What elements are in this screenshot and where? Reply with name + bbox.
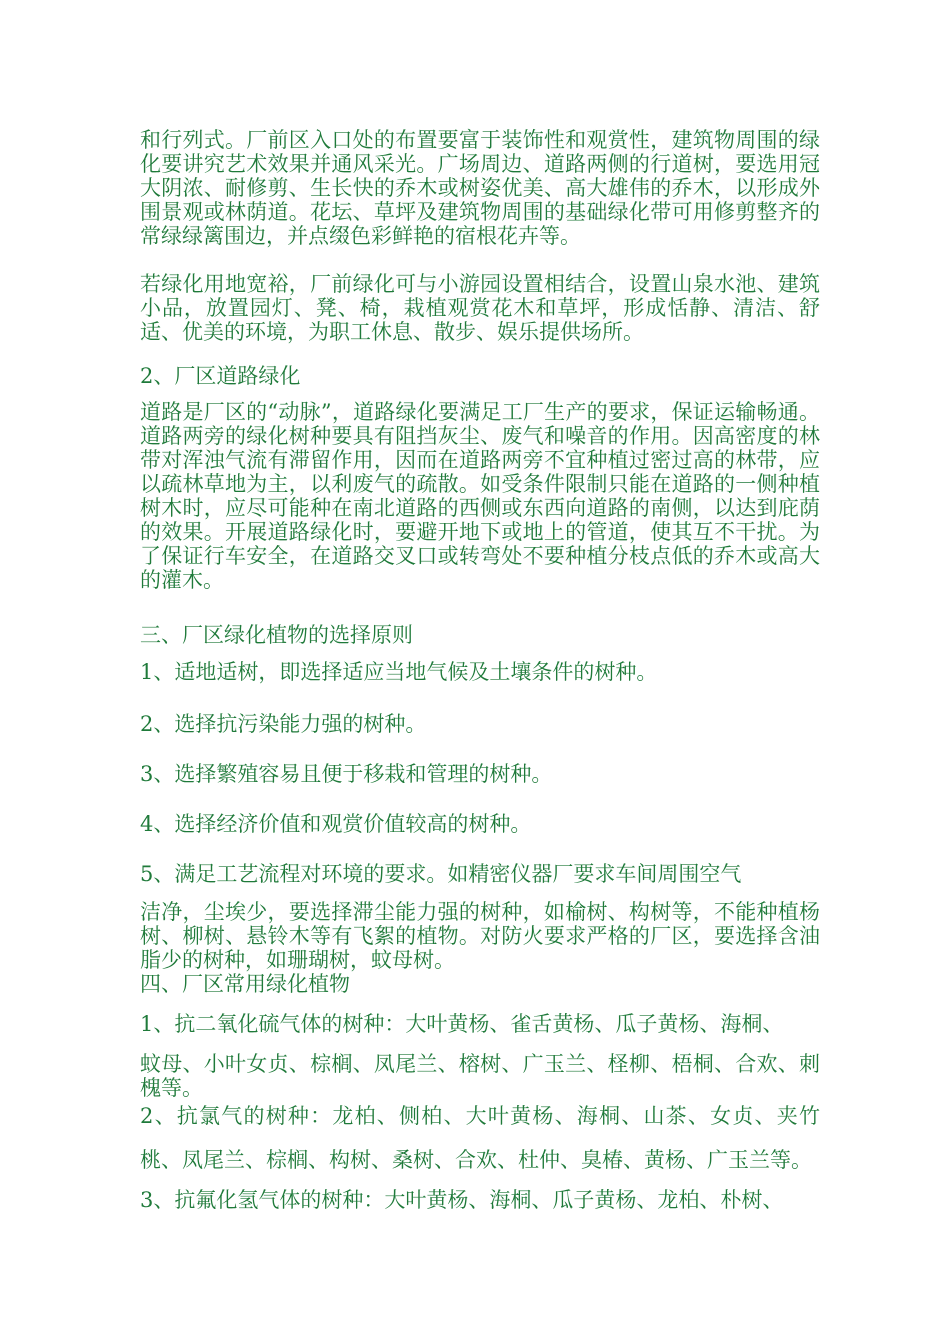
list-item-5-line1: 5、满足工艺流程对环境的要求。如精密仪器厂要求车间周围空气 (140, 862, 742, 886)
list-item-4: 4、选择经济价值和观赏价值较高的树种。 (140, 812, 532, 836)
paragraph-garden-combination: 若绿化用地宽裕，厂前绿化可与小游园设置相结合，设置山泉水池、建筑小品，放置园灯、凳、椅，栽植观赏花木和草坪，形成恬静、清洁、舒适、优美的环境，为职工休息、散步、娱乐提供场所。 (140, 272, 820, 344)
plant-list-1-rest: 蚊母、小叶女贞、棕榈、凤尾兰、榕树、广玉兰、柽柳、梧桐、合欢、刺槐等。 (140, 1052, 820, 1100)
paragraph-road-greening: 道路是厂区的“动脉”，道路绿化要满足工厂生产的要求，保证运输畅通。道路两旁的绿化树种要具有阻挡灰尘、废气和噪音的作用。因高密度的林带对浑浊气流有滞留作用，因而在道路两旁不宜种植过密过高的林带，应以疏林草地为主，以利废气的疏散。如受条件限制只能在道路的一侧种植树木时，应尽可能种在南北道路的西侧或东西向道路的南侧，以达到庇荫的效果。开展道路绿化时，要避开地下或地上的管道，使其互不干扰。为了保证行车安全，在道路交叉口或转弯处不要种植分枝点低的乔木或高大的灌木。 (140, 400, 820, 592)
list-item-1: 1、适地适树，即选择适应当地气候及土壤条件的树种。 (140, 660, 658, 684)
list-item-3: 3、选择繁殖容易且便于移栽和管理的树种。 (140, 762, 553, 786)
plant-list-3: 3、抗氟化氢气体的树种：大叶黄杨、海桐、瓜子黄杨、龙柏、朴树、 (140, 1188, 784, 1212)
heading-common-plants: 四、厂区常用绿化植物 (140, 972, 350, 996)
heading-selection-principles: 三、厂区绿化植物的选择原则 (140, 623, 413, 647)
plant-list-2: 2、抗氯气的树种：龙柏、侧柏、大叶黄杨、海桐、山茶、女贞、夹竹桃、凤尾兰、棕榈、构树、桑树、合欢、杜仲、臭椿、黄杨、广玉兰等。 (140, 1104, 820, 1172)
list-item-2: 2、选择抗污染能力强的树种。 (140, 712, 427, 736)
heading-road-greening: 2、厂区道路绿化 (140, 364, 301, 388)
list-item-5-rest: 洁净，尘埃少，要选择滞尘能力强的树种，如榆树、构树等，不能种植杨树、柳树、悬铃木等有飞絮的植物。对防火要求严格的厂区，要选择含油脂少的树种，如珊瑚树，蚊母树。 (140, 900, 820, 972)
plant-list-1-line1: 1、抗二氧化硫气体的树种：大叶黄杨、雀舌黄杨、瓜子黄杨、海桐、 (140, 1012, 784, 1036)
paragraph-factory-front: 和行列式。厂前区入口处的布置要富于装饰性和观赏性，建筑物周围的绿化要讲究艺术效果并通风采光。广场周边、道路两侧的行道树，要选用冠大阴浓、耐修剪、生长快的乔木或树姿优美、高大雄伟的乔木，以形成外围景观或林荫道。花坛、草坪及建筑物周围的基础绿化带可用修剪整齐的常绿绿篱围边，并点缀色彩鲜艳的宿根花卉等。 (140, 128, 820, 248)
